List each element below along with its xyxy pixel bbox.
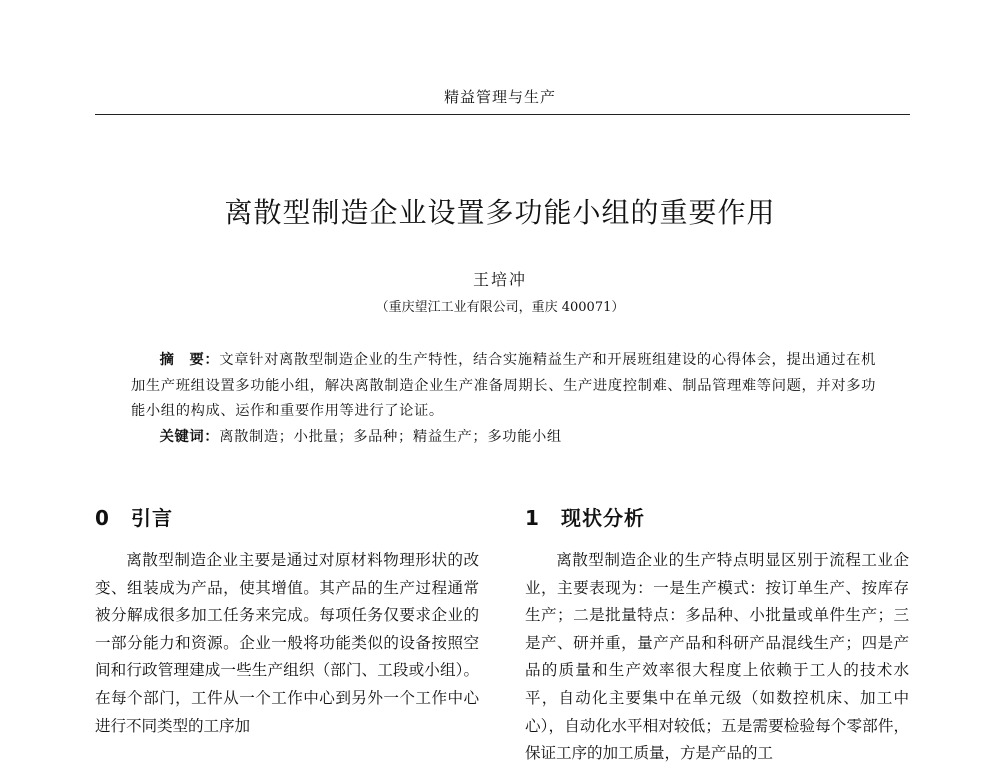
section-number: 0 — [95, 506, 110, 530]
section-body-text: 离散型制造企业主要是通过对原材料物理形状的改变、组装成为产品，使其增值。其产品的生产过程通常被分解成很多加工任务来完成。每项任务仅要求企业的一部分能力和资源。企业一般将功能类似的设备按照空间和行政管理建成一些生产组织（部门、工段或小组）。在每个部门，工件从一个工作中心到另外一个工作中心进行不同类型的工序加 — [95, 551, 479, 735]
keywords-paragraph — [131, 425, 876, 451]
abstract-paragraph — [131, 348, 876, 425]
section-heading — [95, 503, 479, 539]
author-affiliation: （重庆望江工业有限公司，重庆 400071） — [375, 300, 625, 315]
keywords-text: 离散制造；小批量；多品种；精益生产；多功能小组 — [219, 428, 562, 445]
section-title: 引言 — [131, 506, 173, 530]
abstract-block — [131, 348, 876, 450]
section-introduction — [95, 503, 479, 740]
section-body-text: 离散型制造企业的生产特点明显区别于流程工业企业，主要表现为：一是生产模式：按订单生产、按库存生产；二是批量特点：多品种、小批量或单件生产；三是产、研并重，量产产品和科研产品混线生产；四是产品的质量和生产效率很大程度上依赖于工人的技术水平，自动化主要集中在单元级（如数控机床、加工中心），自动化水平相对较低；五是需要检验每个零部件，保证工序的加工质量，方是产品的工 — [525, 551, 909, 763]
abstract-label: 摘 要： — [159, 352, 220, 368]
section-number: 1 — [525, 506, 540, 530]
abstract-text: 文章针对离散型制造企业的生产特性，结合实施精益生产和开展班组建设的心得体会，提出通过在机加生产班组设置多功能小组，解决离散制造企业生产准备周期长、生产进度控制难、制品管理难等问题，并对多功能小组的构成、运作和重要作用等进行了论证。 — [131, 352, 876, 419]
header-rule — [95, 114, 910, 115]
section-heading — [525, 503, 909, 539]
section-title: 现状分析 — [561, 506, 645, 530]
article-title: 离散型制造企业设置多功能小组的重要作用 — [224, 196, 776, 229]
author-name: 王培冲 — [472, 270, 527, 289]
section-status-analysis — [525, 503, 909, 768]
keywords-label: 关键词： — [159, 428, 220, 445]
running-header: 精益管理与生产 — [443, 88, 556, 106]
